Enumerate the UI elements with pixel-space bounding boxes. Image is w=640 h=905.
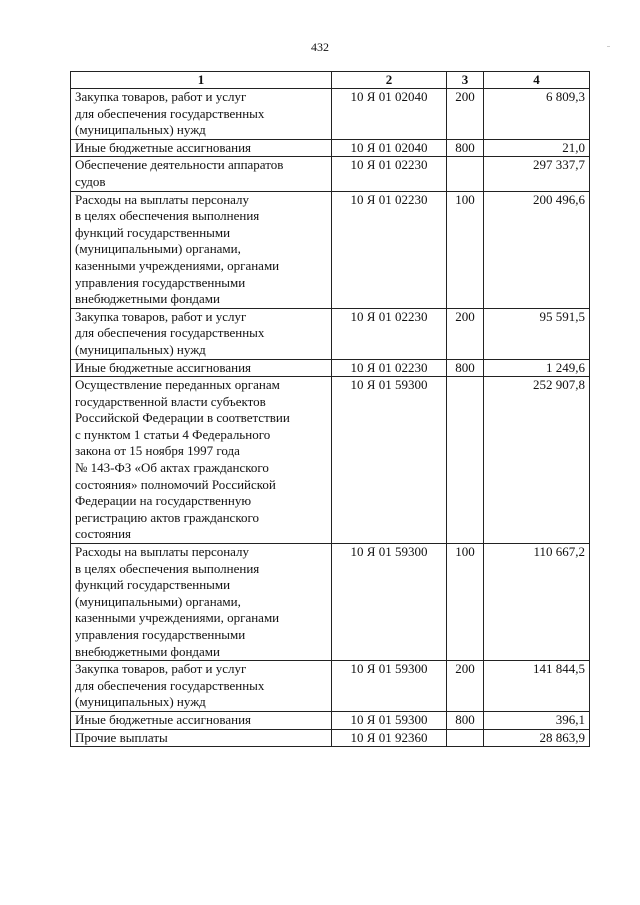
column-header-code: 2 [332, 72, 447, 89]
row-name: Расходы на выплаты персоналу в целях обеспечения выполнения функций государственными (муниципальными) органами, казенными учреждениями, органами управления государственными внебюджетными фондами [71, 544, 332, 661]
table-row [71, 711, 590, 729]
row-code: 10 Я 01 59300 [332, 661, 447, 712]
row-amount: 1 249,6 [484, 359, 590, 377]
table-row [71, 359, 590, 377]
table-row [71, 89, 590, 140]
row-amount: 252 907,8 [484, 377, 590, 544]
column-header-type: 3 [447, 72, 484, 89]
row-code: 10 Я 01 59300 [332, 377, 447, 544]
table-row [71, 157, 590, 191]
row-amount: 200 496,6 [484, 191, 590, 308]
row-amount: 28 863,9 [484, 729, 590, 747]
row-code: 10 Я 01 92360 [332, 729, 447, 747]
row-type: 100 [447, 191, 484, 308]
row-name: Закупка товаров, работ и услуг для обеспечения государственных (муниципальных) нужд [71, 89, 332, 140]
row-code: 10 Я 01 02040 [332, 89, 447, 140]
row-type: 800 [447, 711, 484, 729]
row-name: Прочие выплаты [71, 729, 332, 747]
row-code: 10 Я 01 59300 [332, 544, 447, 661]
row-name: Закупка товаров, работ и услуг для обеспечения государственных (муниципальных) нужд [71, 308, 332, 359]
row-amount: 6 809,3 [484, 89, 590, 140]
table-row [71, 377, 590, 544]
table-row [71, 139, 590, 157]
row-name: Закупка товаров, работ и услуг для обеспечения государственных (муниципальных) нужд [71, 661, 332, 712]
budget-table [70, 71, 590, 747]
row-amount: 396,1 [484, 711, 590, 729]
table-row [71, 661, 590, 712]
table-row [71, 191, 590, 308]
table-row [71, 308, 590, 359]
row-type: 200 [447, 661, 484, 712]
row-name: Иные бюджетные ассигнования [71, 139, 332, 157]
row-name: Осуществление переданных органам государственной власти субъектов Российской Федерации в соответствии с пунктом 1 статьи 4 Федерального закона от 15 ноября 1997 года № 143-ФЗ «Об актах гражданского состояния» полномочий Российской Федерации на государственную регистрацию актов гражданского состояния [71, 377, 332, 544]
column-header-name: 1 [71, 72, 332, 89]
row-type [447, 377, 484, 544]
row-code: 10 Я 01 02230 [332, 359, 447, 377]
row-amount: 110 667,2 [484, 544, 590, 661]
row-name: Иные бюджетные ассигнования [71, 359, 332, 377]
row-type: 200 [447, 89, 484, 140]
row-code: 10 Я 01 02040 [332, 139, 447, 157]
row-name: Расходы на выплаты персоналу в целях обеспечения выполнения функций государственными (муниципальными) органами, казенными учреждениями, органами управления государственными внебюджетными фондами [71, 191, 332, 308]
table-header-row [71, 72, 590, 89]
page-number: 432 [311, 40, 329, 54]
table-row [71, 544, 590, 661]
row-type: 800 [447, 359, 484, 377]
row-type [447, 729, 484, 747]
column-header-amount: 4 [484, 72, 590, 89]
row-code: 10 Я 01 59300 [332, 711, 447, 729]
row-type: 800 [447, 139, 484, 157]
row-type [447, 157, 484, 191]
row-amount: 141 844,5 [484, 661, 590, 712]
row-type: 200 [447, 308, 484, 359]
row-name: Обеспечение деятельности аппаратов судов [71, 157, 332, 191]
row-code: 10 Я 01 02230 [332, 308, 447, 359]
table-row [71, 729, 590, 747]
row-type: 100 [447, 544, 484, 661]
row-amount: 95 591,5 [484, 308, 590, 359]
row-code: 10 Я 01 02230 [332, 157, 447, 191]
row-amount: 21,0 [484, 139, 590, 157]
row-name: Иные бюджетные ассигнования [71, 711, 332, 729]
row-code: 10 Я 01 02230 [332, 191, 447, 308]
margin-mark [607, 46, 610, 47]
row-amount: 297 337,7 [484, 157, 590, 191]
